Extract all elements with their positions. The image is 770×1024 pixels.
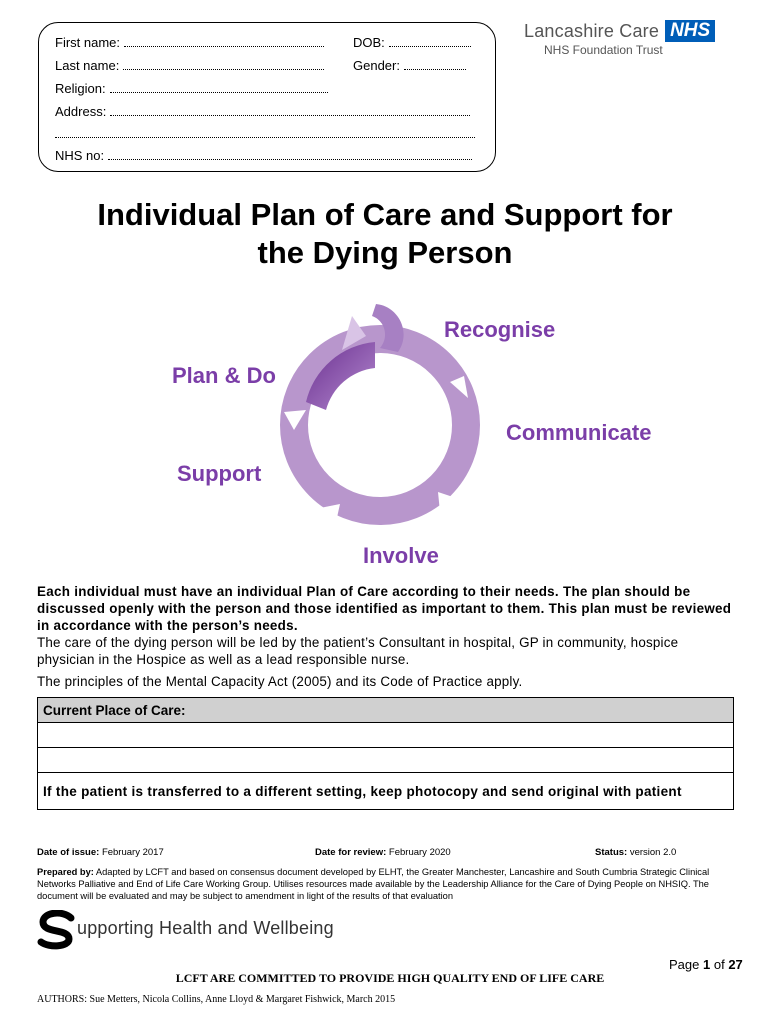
nhs-no-field[interactable] (108, 149, 472, 160)
title-line-2: the Dying Person (257, 235, 513, 270)
address-line2-row (55, 127, 475, 138)
cycle-label-involve: Involve (363, 543, 439, 568)
nhs-logo: NHS (665, 20, 715, 42)
cycle-label-communicate: Communicate (506, 420, 652, 445)
page-current: 1 (703, 957, 711, 972)
nhs-no-label: NHS no: (55, 148, 105, 163)
intro-paragraph: The care of the dying person will be led by the patient’s Consultant in hospital, GP in community, hospice physician in the Hospice as well as a lead responsible nurse. (37, 635, 679, 667)
arrow-gap-2 (438, 492, 456, 512)
nhs-no-row (55, 148, 472, 163)
address-line2-field[interactable] (55, 127, 475, 138)
status-label: Status: (595, 847, 628, 858)
date-of-issue (37, 847, 164, 858)
religion-label: Religion: (55, 81, 106, 96)
page-title (20, 196, 750, 272)
cycle-ring (294, 339, 466, 511)
cycle-label-plan-do: Plan & Do (172, 363, 276, 388)
page-number (669, 957, 743, 972)
address-row (55, 104, 470, 119)
place-of-care-header: Current Place of Care: (38, 698, 734, 723)
authors-line: AUTHORS: Sue Metters, Nicola Collins, Anne Lloyd & Margaret Fishwick, March 2015 (37, 994, 396, 1005)
lancashire-care-logo (524, 20, 715, 57)
last-name-field[interactable] (123, 59, 324, 70)
cycle-label-recognise: Recognise (444, 317, 556, 342)
first-name-label: First name: (55, 35, 121, 50)
intro-text (37, 583, 737, 668)
gender-label: Gender: (353, 58, 400, 73)
document-status (595, 847, 676, 858)
place-of-care-table (37, 697, 734, 810)
patient-details-box (38, 22, 496, 172)
last-name-label: Last name: (55, 58, 120, 73)
page-of: of (713, 957, 725, 972)
review-label: Date for review: (315, 847, 387, 858)
dob-field[interactable] (389, 36, 471, 47)
shw-text: upporting Health and Wellbeing (77, 918, 334, 939)
logo-subtitle: NHS Foundation Trust (544, 43, 663, 57)
prepared-text: Adapted by LCFT and based on consensus document developed by ELHT, the Greater Manchester, Lancashire and South Cumbria Strategic Clinical Networks Palliative and End of Life Care Working Group. Utilises resources made available by the Leadership Alliance for the Care of Dying People on NHSIQ. The document will be evaluated and may be subject to amendment in light of the results of that evaluation (37, 867, 710, 901)
address-label: Address: (55, 104, 107, 119)
prepared-label: Prepared by: (37, 867, 94, 877)
logo-trust-name: Lancashire Care (524, 21, 660, 41)
religion-row (55, 81, 328, 96)
page-total: 27 (728, 957, 743, 972)
issue-label: Date of issue: (37, 847, 100, 858)
shw-s-icon (37, 910, 77, 950)
title-line-1: Individual Plan of Care and Support for (97, 197, 673, 232)
first-name-row (55, 35, 324, 50)
transfer-note: If the patient is transferred to a different setting, keep photocopy and send original with patient (38, 773, 734, 810)
gender-row (353, 58, 466, 73)
address-field[interactable] (110, 105, 470, 116)
place-of-care-row-2[interactable] (38, 748, 734, 773)
gender-field[interactable] (404, 59, 466, 70)
dob-label: DOB: (353, 35, 385, 50)
issue-value: February 2017 (101, 847, 164, 858)
review-value: February 2020 (388, 847, 451, 858)
religion-field[interactable] (110, 82, 328, 93)
place-of-care-row-1[interactable] (38, 723, 734, 748)
intro-bold-paragraph: Each individual must have an individual Plan of Care according to their needs. The plan should be discussed openly with the person and those identified as important to them. This plan must be reviewed in accordance with the person’s needs. (37, 584, 732, 633)
date-for-review (315, 847, 451, 858)
last-name-row (55, 58, 324, 73)
commitment-statement: LCFT ARE COMMITTED TO PROVIDE HIGH QUALITY END OF LIFE CARE (175, 971, 605, 985)
page-label: Page (669, 957, 700, 972)
mca-text: The principles of the Mental Capacity Act (2005) and its Code of Practice apply. (37, 674, 523, 689)
supporting-health-logo (37, 910, 334, 950)
cycle-label-support: Support (177, 461, 262, 486)
prepared-by (37, 866, 737, 902)
first-name-field[interactable] (124, 36, 324, 47)
dob-row (353, 35, 471, 50)
status-value: version 2.0 (629, 847, 677, 858)
